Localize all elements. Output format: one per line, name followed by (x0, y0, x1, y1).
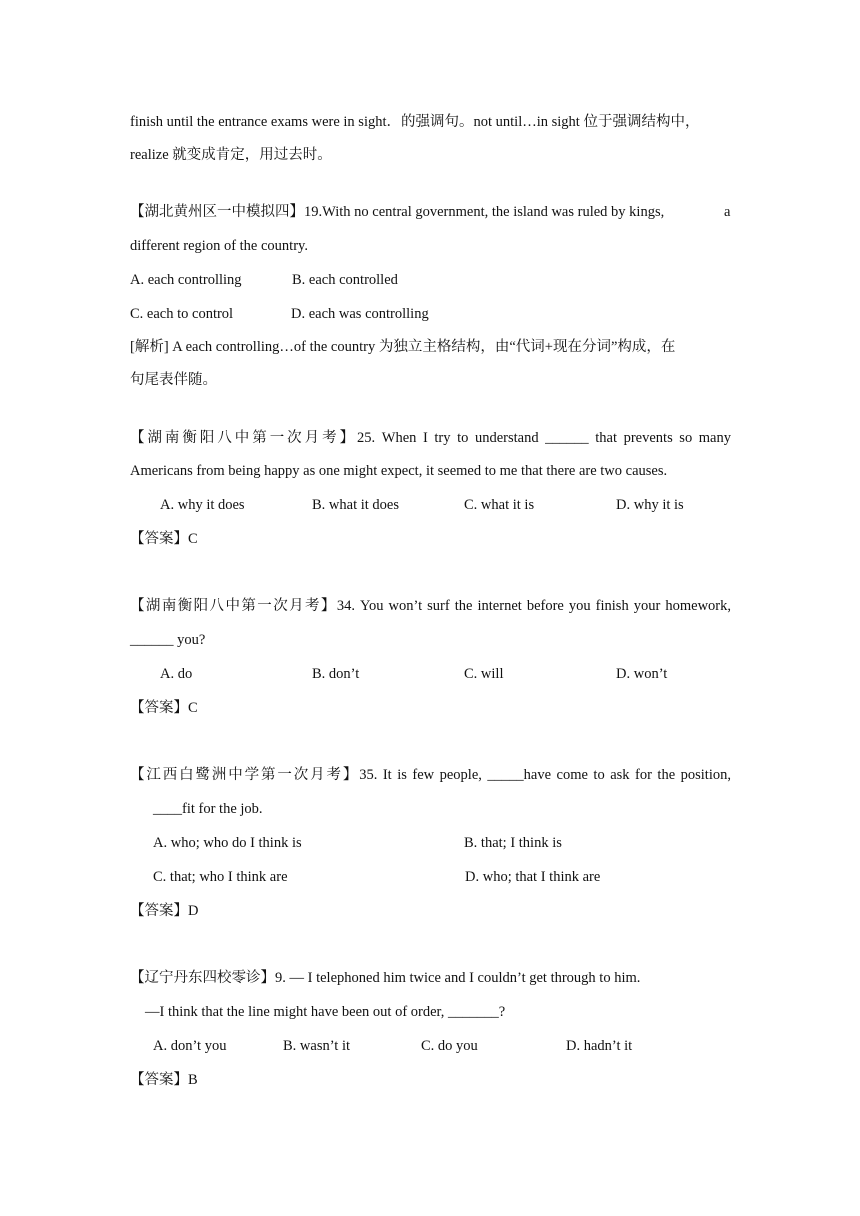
q25-stem: 25. When I try to understand ______ that prevents so many (357, 430, 731, 446)
q34-option-d: D. won’t (616, 666, 668, 682)
q19-option-a: A. each controlling (130, 272, 242, 288)
q19-option-c: C. each to control (130, 306, 234, 322)
q25-option-d: D. why it is (616, 497, 684, 513)
q25-option-c: C. what it is (464, 497, 535, 513)
q34-source: 【湖南衡阳八中第一次月考】 (130, 598, 337, 614)
q25-stem-line-1 (130, 429, 731, 447)
q35-answer: 【答案】D (130, 903, 199, 919)
q35-stem-line-1 (130, 766, 731, 784)
intro-line-1: finish until the entrance exams were in sight．的强调句。not until…in sight 位于强调结构中， (130, 114, 700, 130)
q35-stem-line-2: ____fit for the job. (153, 801, 263, 817)
q9-stem-line-1 (130, 969, 640, 987)
q34-option-c: C. will (464, 666, 504, 682)
q19-stem-line-2: different region of the country. (130, 238, 308, 254)
q9-option-a: A. don’t you (153, 1038, 227, 1054)
q35-option-a: A. who; who do I think is (153, 835, 302, 851)
q9-source: 【辽宁丹东四校零诊】 (130, 970, 275, 986)
q25-answer: 【答案】C (130, 531, 198, 547)
q34-stem: 34. You won’t surf the internet before you finish your homework, (336, 598, 731, 614)
q25-option-a: A. why it does (160, 497, 245, 513)
intro-line-2: realize 就变成肯定，用过去时。 (130, 147, 332, 163)
q9-option-b: B. wasn’t it (283, 1038, 350, 1054)
q9-answer: 【答案】B (130, 1072, 198, 1088)
q9-stem-line-2: —I think that the line might have been out of order, _______? (145, 1004, 506, 1020)
q19-stem: 19.With no central government, the island was ruled by kings, (304, 204, 665, 220)
q35-option-d: D. who; that I think are (465, 869, 601, 885)
q19-source: 【湖北黄州区一中模拟四】 (130, 204, 304, 220)
q35-source: 【江西白鹭洲中学第一次月考】 (130, 767, 360, 783)
q35-option-c: C. that; who I think are (153, 869, 288, 885)
q9-option-c: C. do you (421, 1038, 478, 1054)
q34-stem-line-1 (130, 597, 731, 615)
q34-option-b: B. don’t (312, 666, 360, 682)
q9-option-d: D. hadn’t it (566, 1038, 633, 1054)
q9-stem: 9. — I telephoned him twice and I couldn’t get through to him. (275, 970, 641, 986)
q34-option-a: A. do (160, 666, 193, 682)
q25-stem-line-2: Americans from being happy as one might expect, it seemed to me that there are two causes. (130, 463, 668, 479)
q19-stem-end: a (724, 204, 731, 220)
q34-stem-line-2: ______ you? (130, 632, 206, 648)
q19-analysis-line-2: 句尾表伴随。 (130, 372, 217, 388)
q35-option-b: B. that; I think is (464, 835, 562, 851)
q19-option-d: D. each was controlling (291, 306, 429, 322)
q25-option-b: B. what it does (312, 497, 399, 513)
q25-source: 【湖南衡阳八中第一次月考】 (130, 430, 358, 446)
q19-stem-line-1 (130, 203, 664, 221)
q34-answer: 【答案】C (130, 700, 198, 716)
q19-analysis-line-1: [解析] A each controlling…of the country 为独立主格结构，由“代词+现在分词”构成，在 (130, 339, 676, 355)
q35-stem: 35. It is few people, _____have come to ask for the position, (359, 767, 731, 783)
q19-option-b: B. each controlled (292, 272, 398, 288)
